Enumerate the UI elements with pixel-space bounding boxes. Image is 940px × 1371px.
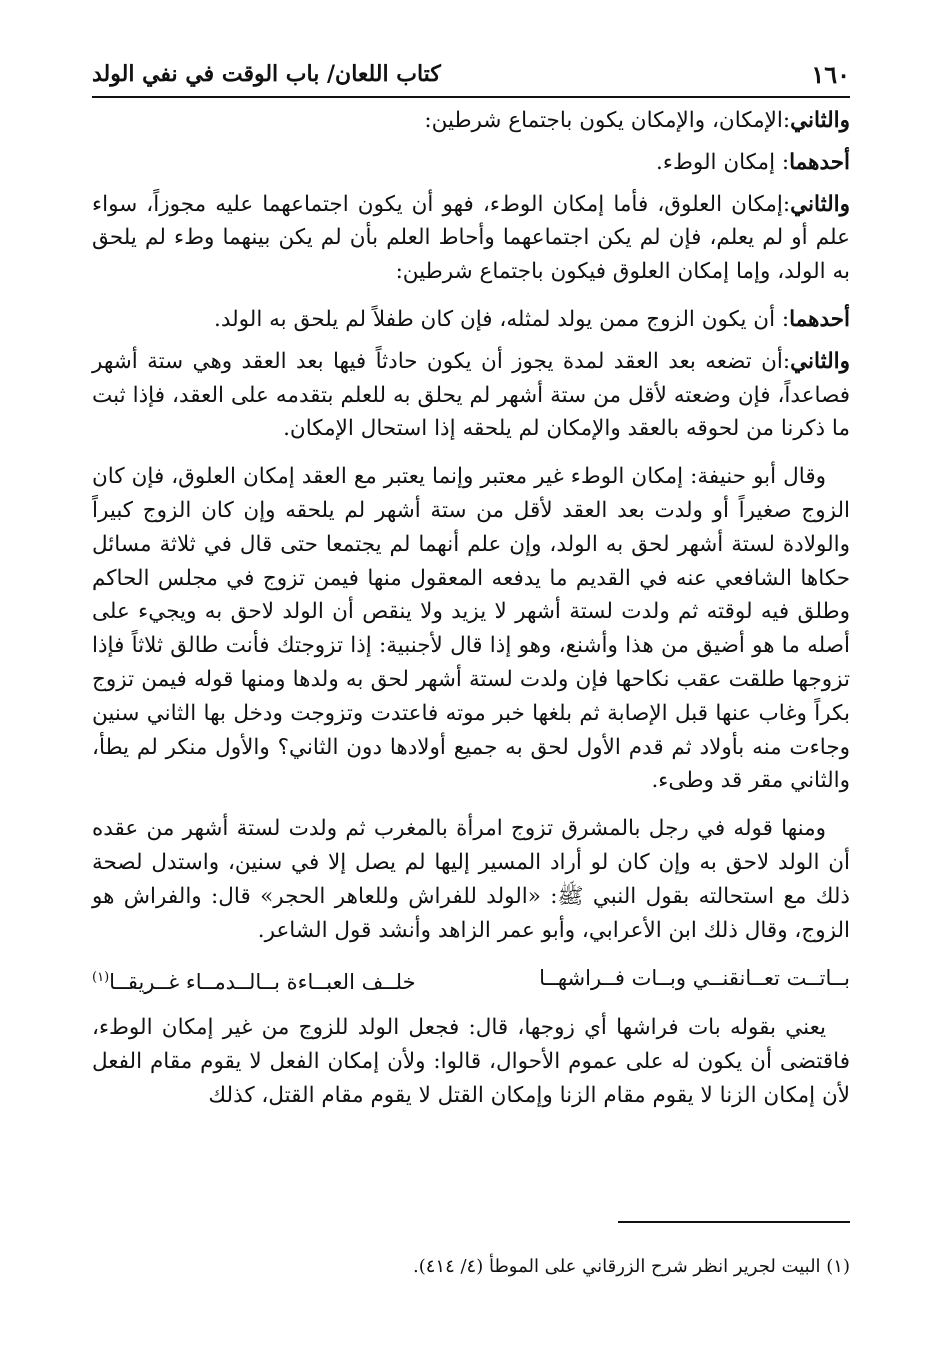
condition-text: :إمكان العلوق، فأما إمكان الوطء، فهو أن يكون اجتماعهما عليه مجوزاً، سواء علم أو لم يعلم، فإن لم يكن اجتماعهما وأحاط العلم بأن لم يكن بينهما وطء لم يلحق به الولد، وإما إمكان العلوق فيكون باجتماع شرطين: xyxy=(92,191,850,285)
page-number: ١٦٠ xyxy=(811,59,850,89)
footnote-separator xyxy=(618,1221,850,1223)
condition-label: والثاني xyxy=(790,348,850,374)
condition-text: : إمكان الوطء. xyxy=(656,149,790,175)
condition-text: :أن تضعه بعد العقد لمدة يجوز أن يكون حادثاً فيها بعد العقد وهي ستة أشهر فصاعداً، فإن وضعته لأقل من ستة أشهر لم يحلق به للعلم بتقدمه على العقد، فإذا ثبت ما ذكرنا من لحوقه بالعقد والإمكان لم يلحقه إذا استحال الإمكان. xyxy=(92,348,850,442)
condition-paragraph xyxy=(92,303,850,337)
condition-paragraph xyxy=(92,104,850,138)
verse-second-hemistich xyxy=(92,961,416,999)
poetry-verse xyxy=(92,961,850,999)
body-paragraph: ومنها قوله في رجل بالمشرق تزوج امرأة بالمغرب ثم ولدت لستة أشهر من عقده أن الولد لاحق به وإن كان لو أراد المسير إليها لم يصل إلا في سنين، واستدل لصحة ذلك مع استحالته بقول النبي ﷺ: «الولد للفراش وللعاهر الحجر» قال: والفراش هو الزوج، وقال ذلك ابن الأعرابي، وأبو عمر الزاهد وأنشد قول الشاعر. xyxy=(92,816,850,943)
condition-label: أحدهما xyxy=(789,306,850,332)
closing-paragraph: يعني بقوله بات فراشها أي زوجها، قال: فجعل الولد للزوج من غير إمكان الوطء، فاقتضى أن يكون له على عموم الأحوال، قالوا: ولأن إمكان الفعل لا يقوم مقام الفعل لأن إمكان الزنا لا يقوم مقام الزنا وإمكان القتل لا يقوم مقام القتل، كذلك xyxy=(92,1015,850,1108)
condition-paragraph xyxy=(92,146,850,180)
condition-text: :الإمكان، والإمكان يكون باجتماع شرطين: xyxy=(424,108,791,133)
running-title: كتاب اللعان/ باب الوقت في نفي الولد xyxy=(92,61,441,87)
verse-second-text: خلــف العبــاءة بــالــدمــاء غــريقــا xyxy=(109,970,416,995)
condition-paragraph xyxy=(92,345,850,446)
condition-label: أحدهما xyxy=(789,149,850,175)
condition-label: والثاني xyxy=(790,108,850,133)
verse-first-hemistich: بــاتــت تعــانقنــي وبــات فــراشهــا xyxy=(539,966,850,991)
footnote: (١) البيت لجرير انظر شرح الزرقاني على الموطأ (٤/ ٤١٤). xyxy=(412,1256,850,1277)
condition-text: : أن يكون الزوج ممن يولد لمثله، فإن كان طفلاً لم يلحق به الولد. xyxy=(213,306,790,332)
footnote-reference: (١) xyxy=(92,970,110,986)
condition-paragraph xyxy=(92,188,850,289)
body-paragraph: وقال أبو حنيفة: إمكان الوطء غير معتبر وإنما يعتبر مع العقد إمكان العلوق، فإن كان الزوج صغيراً أو ولدت بعد العقد لأقل من ستة أشهر لم يلحقه وإن كان الزوج كبيراً والولادة لستة أشهر لحق به الولد، وإن علم أنهما لم يجتمعا حتى قال في ثلاثة مسائل حكاها الشافعي عنه في القديم ما يدفعه المعقول منها فيمن تزوج في مجلس الحاكم وطلق فيه لوقته ثم ولدت لستة أشهر لا يزيد ولا ينقص أن الولد لاحق به ويجيء على أصله ما هو أضيق من هذا وأشنع، وهو إذا قال لأجنبية: إذا تزوجتك فأنت طالق ثلاثاً فإذا تزوجها طلقت عقب نكاحها فإن ولدت لستة أشهر لحق به ولدها ومنها قوله فيمن تزوج بكراً وغاب عنها قبل الإصابة ثم بلغها خبر موته فاعتدت وتزوجت ودخل بها الثاني سنين وجاءت منه بأولاد ثم قدم الأول لحق به جميع أولادها دون الثاني؟ والأول منكر لم يطأ، والثاني مقر قد وطىء. xyxy=(92,464,850,794)
condition-label: والثاني xyxy=(790,191,850,217)
page-header xyxy=(92,52,850,98)
